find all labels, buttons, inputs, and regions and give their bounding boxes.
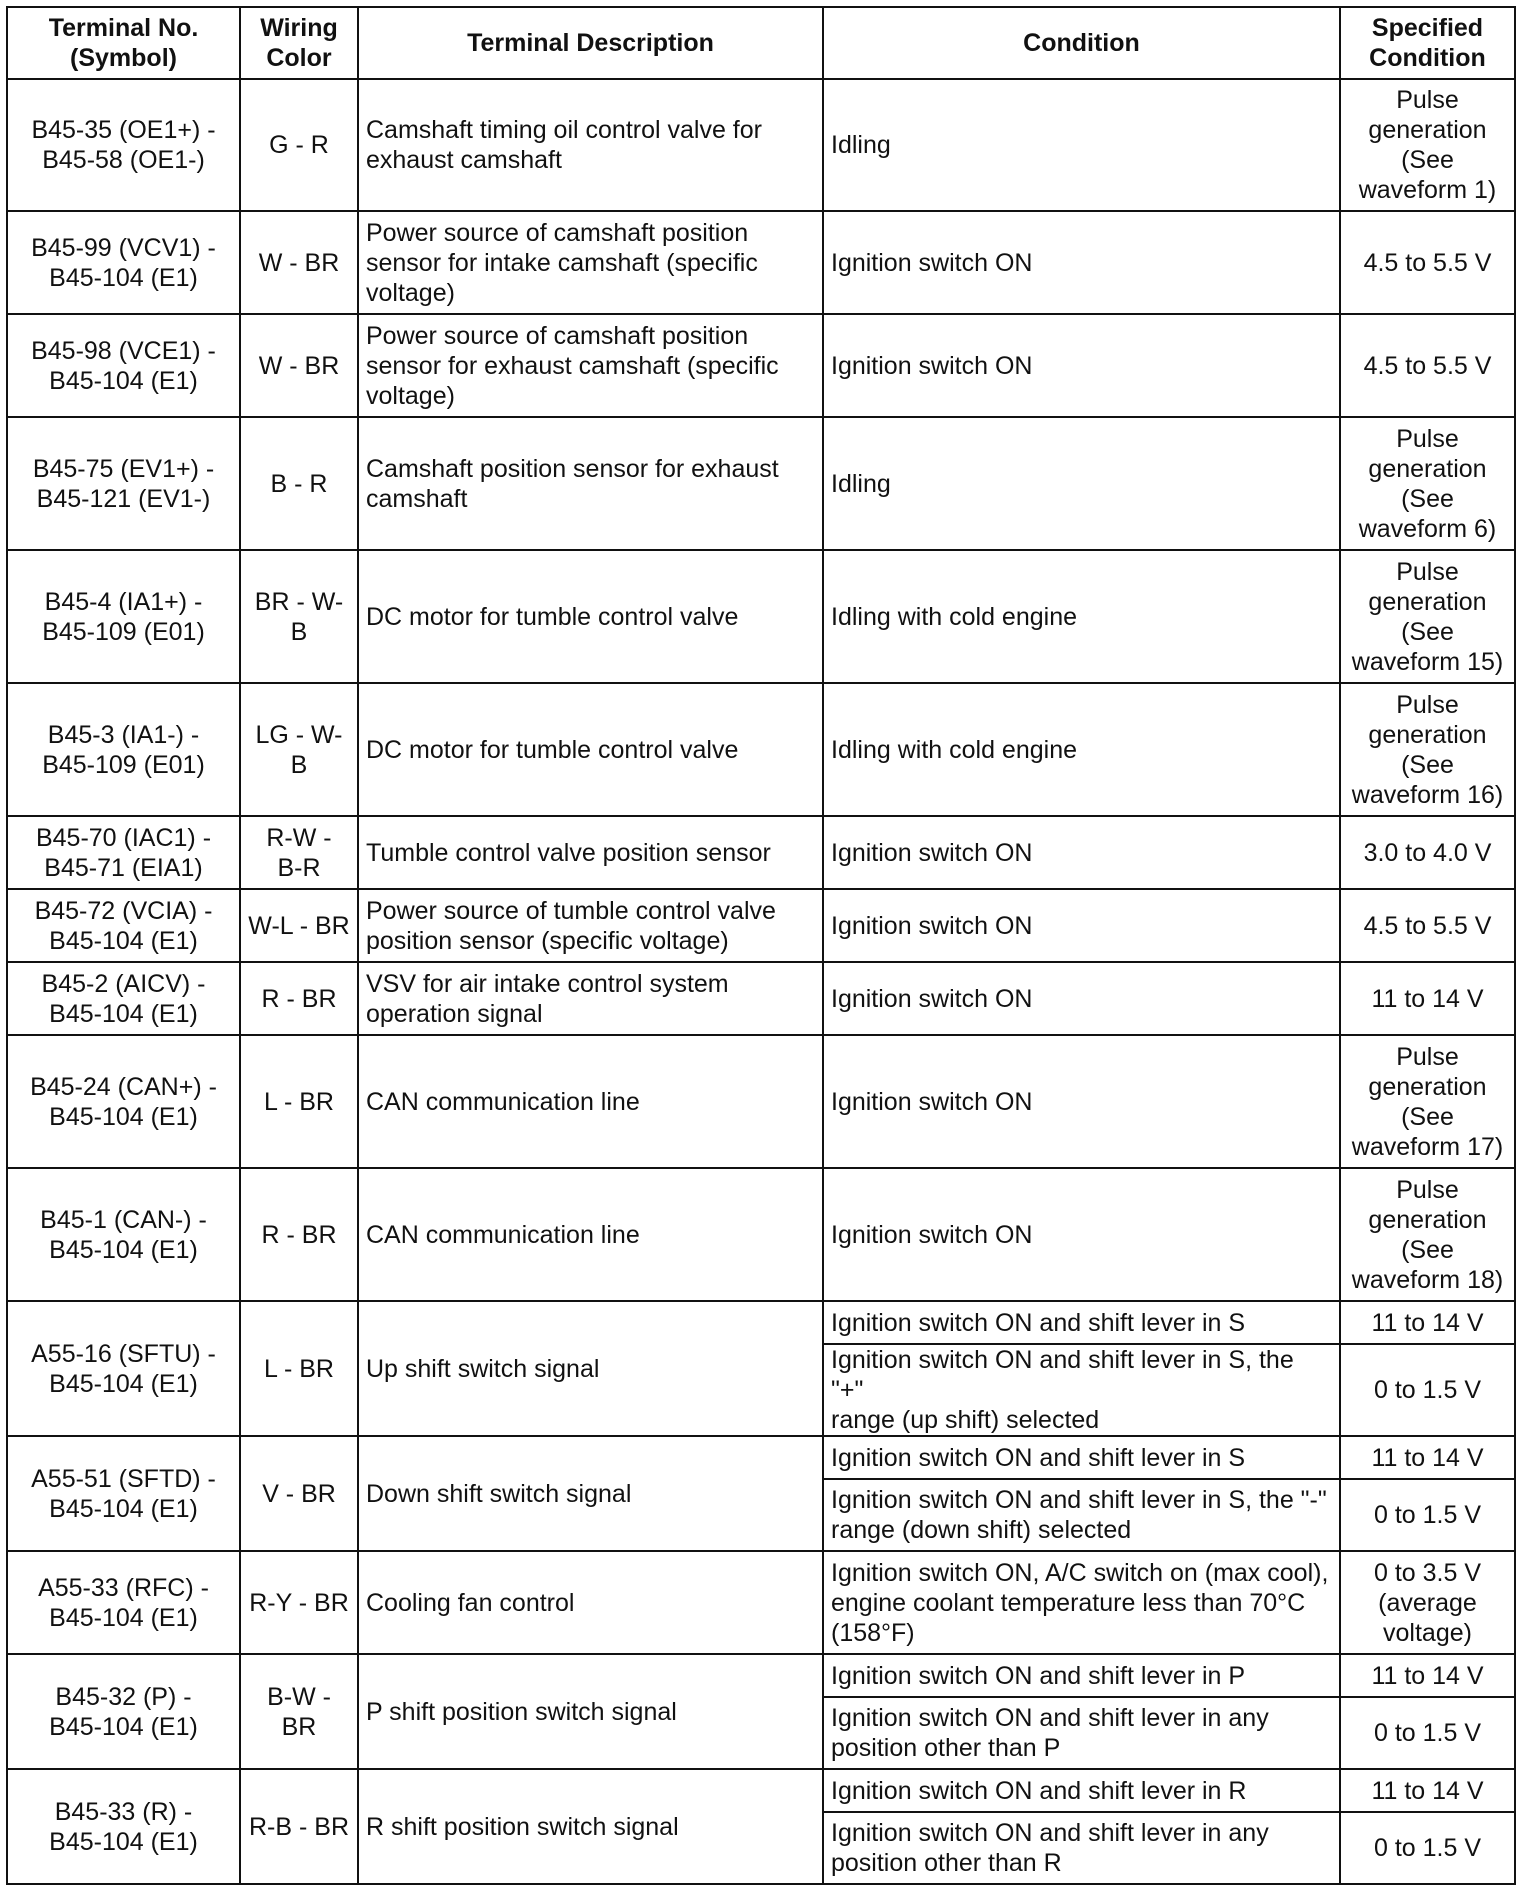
condition-cell: Ignition switch ON and shift lever in R bbox=[823, 1769, 1340, 1812]
table-row bbox=[7, 79, 1515, 211]
table-row bbox=[7, 816, 1515, 889]
specified-condition-cell: 11 to 14 V bbox=[1340, 1436, 1515, 1479]
specified-condition-cell: 0 to 3.5 V (average voltage) bbox=[1340, 1551, 1515, 1654]
terminal-cell: B45-70 (IAC1) - B45-71 (EIA1) bbox=[7, 816, 240, 889]
condition-cell: Ignition switch ON and shift lever in S, the "+" range (up shift) selected bbox=[823, 1344, 1340, 1436]
table-row bbox=[7, 1551, 1515, 1654]
header-condition: Condition bbox=[823, 7, 1340, 79]
description-cell: DC motor for tumble control valve bbox=[358, 683, 823, 816]
specified-condition-cell: Pulse generation (See waveform 16) bbox=[1340, 683, 1515, 816]
terminal-cell: B45-99 (VCV1) - B45-104 (E1) bbox=[7, 211, 240, 314]
condition-cell: Ignition switch ON bbox=[823, 962, 1340, 1035]
condition-cell: Ignition switch ON and shift lever in S bbox=[823, 1301, 1340, 1344]
terminal-cell: A55-51 (SFTD) - B45-104 (E1) bbox=[7, 1436, 240, 1551]
specified-condition-cell: 3.0 to 4.0 V bbox=[1340, 816, 1515, 889]
table-row bbox=[7, 417, 1515, 550]
specified-condition-cell: Pulse generation (See waveform 1) bbox=[1340, 79, 1515, 211]
table-row bbox=[7, 683, 1515, 816]
condition-cell: Ignition switch ON and shift lever in S, the "-" range (down shift) selected bbox=[823, 1479, 1340, 1551]
terminal-cell: B45-75 (EV1+) - B45-121 (EV1-) bbox=[7, 417, 240, 550]
terminal-cell: B45-1 (CAN-) - B45-104 (E1) bbox=[7, 1168, 240, 1301]
condition-cell: Ignition switch ON bbox=[823, 1035, 1340, 1168]
table-row bbox=[7, 1168, 1515, 1301]
terminal-cell: B45-72 (VCIA) - B45-104 (E1) bbox=[7, 889, 240, 962]
description-cell: Tumble control valve position sensor bbox=[358, 816, 823, 889]
condition-cell: Ignition switch ON and shift lever in any position other than P bbox=[823, 1697, 1340, 1769]
specified-condition-cell: Pulse generation (See waveform 15) bbox=[1340, 550, 1515, 683]
table-row bbox=[7, 1654, 1515, 1697]
header-row bbox=[7, 7, 1515, 79]
terminal-cell: B45-3 (IA1-) - B45-109 (E01) bbox=[7, 683, 240, 816]
condition-cell: Ignition switch ON bbox=[823, 889, 1340, 962]
specified-condition-cell: 4.5 to 5.5 V bbox=[1340, 889, 1515, 962]
condition-cell: Ignition switch ON and shift lever in any position other than R bbox=[823, 1812, 1340, 1884]
description-cell: P shift position switch signal bbox=[358, 1654, 823, 1769]
wiring-color-cell: L - BR bbox=[240, 1035, 358, 1168]
table-row bbox=[7, 1436, 1515, 1479]
table-row bbox=[7, 314, 1515, 417]
terminal-cell: B45-2 (AICV) - B45-104 (E1) bbox=[7, 962, 240, 1035]
description-cell: VSV for air intake control system operation signal bbox=[358, 962, 823, 1035]
specified-condition-cell: Pulse generation (See waveform 17) bbox=[1340, 1035, 1515, 1168]
terminal-cell: B45-24 (CAN+) - B45-104 (E1) bbox=[7, 1035, 240, 1168]
description-cell: Cooling fan control bbox=[358, 1551, 823, 1654]
wiring-color-cell: W - BR bbox=[240, 314, 358, 417]
wiring-color-cell: G - R bbox=[240, 79, 358, 211]
wiring-color-cell: BR - W-B bbox=[240, 550, 358, 683]
terminal-cell: B45-35 (OE1+) - B45-58 (OE1-) bbox=[7, 79, 240, 211]
terminal-cell: B45-32 (P) - B45-104 (E1) bbox=[7, 1654, 240, 1769]
condition-cell: Ignition switch ON and shift lever in P bbox=[823, 1654, 1340, 1697]
wiring-color-cell: R-W - B-R bbox=[240, 816, 358, 889]
specified-condition-cell: Pulse generation (See waveform 6) bbox=[1340, 417, 1515, 550]
specified-condition-cell: 0 to 1.5 V bbox=[1340, 1479, 1515, 1551]
description-cell: Down shift switch signal bbox=[358, 1436, 823, 1551]
specified-condition-cell: 4.5 to 5.5 V bbox=[1340, 314, 1515, 417]
wiring-color-cell: W - BR bbox=[240, 211, 358, 314]
specified-condition-cell: 0 to 1.5 V bbox=[1340, 1344, 1515, 1436]
description-cell: CAN communication line bbox=[358, 1035, 823, 1168]
wiring-color-cell: B-W - BR bbox=[240, 1654, 358, 1769]
header-specified-condition: Specified Condition bbox=[1340, 7, 1515, 79]
terminal-cell: A55-33 (RFC) - B45-104 (E1) bbox=[7, 1551, 240, 1654]
description-cell: Power source of camshaft position sensor for exhaust camshaft (specific voltage) bbox=[358, 314, 823, 417]
terminal-cell: B45-4 (IA1+) - B45-109 (E01) bbox=[7, 550, 240, 683]
condition-cell: Idling bbox=[823, 417, 1340, 550]
condition-cell: Ignition switch ON bbox=[823, 816, 1340, 889]
wiring-color-cell: R-Y - BR bbox=[240, 1551, 358, 1654]
condition-cell: Ignition switch ON bbox=[823, 314, 1340, 417]
header-wiring-color: Wiring Color bbox=[240, 7, 358, 79]
wiring-color-cell: B - R bbox=[240, 417, 358, 550]
terminal-cell: B45-98 (VCE1) - B45-104 (E1) bbox=[7, 314, 240, 417]
header-terminal-description: Terminal Description bbox=[358, 7, 823, 79]
description-cell: Camshaft position sensor for exhaust camshaft bbox=[358, 417, 823, 550]
condition-cell: Idling with cold engine bbox=[823, 550, 1340, 683]
specified-condition-cell: 4.5 to 5.5 V bbox=[1340, 211, 1515, 314]
condition-cell: Ignition switch ON, A/C switch on (max cool), engine coolant temperature less than 70°C (158°F) bbox=[823, 1551, 1340, 1654]
description-cell: Camshaft timing oil control valve for exhaust camshaft bbox=[358, 79, 823, 211]
description-cell: R shift position switch signal bbox=[358, 1769, 823, 1884]
specified-condition-cell: 11 to 14 V bbox=[1340, 1301, 1515, 1344]
specified-condition-cell: 0 to 1.5 V bbox=[1340, 1812, 1515, 1884]
description-cell: Up shift switch signal bbox=[358, 1301, 823, 1436]
terminal-cell: A55-16 (SFTU) - B45-104 (E1) bbox=[7, 1301, 240, 1436]
wiring-color-cell: R-B - BR bbox=[240, 1769, 358, 1884]
specified-condition-cell: 0 to 1.5 V bbox=[1340, 1697, 1515, 1769]
specified-condition-cell: 11 to 14 V bbox=[1340, 1654, 1515, 1697]
specified-condition-cell: 11 to 14 V bbox=[1340, 962, 1515, 1035]
wiring-color-cell: R - BR bbox=[240, 1168, 358, 1301]
terminal-cell: B45-33 (R) - B45-104 (E1) bbox=[7, 1769, 240, 1884]
table-row bbox=[7, 211, 1515, 314]
wiring-color-cell: V - BR bbox=[240, 1436, 358, 1551]
condition-cell: Ignition switch ON and shift lever in S bbox=[823, 1436, 1340, 1479]
header-terminal: Terminal No. (Symbol) bbox=[7, 7, 240, 79]
description-cell: CAN communication line bbox=[358, 1168, 823, 1301]
description-cell: DC motor for tumble control valve bbox=[358, 550, 823, 683]
table-row bbox=[7, 1301, 1515, 1344]
wiring-color-cell: L - BR bbox=[240, 1301, 358, 1436]
wiring-color-cell: LG - W-B bbox=[240, 683, 358, 816]
table-row bbox=[7, 550, 1515, 683]
table-row bbox=[7, 889, 1515, 962]
condition-cell: Ignition switch ON bbox=[823, 1168, 1340, 1301]
condition-cell: Idling bbox=[823, 79, 1340, 211]
wiring-color-cell: R - BR bbox=[240, 962, 358, 1035]
table-row bbox=[7, 962, 1515, 1035]
table-row bbox=[7, 1769, 1515, 1812]
specified-condition-cell: Pulse generation (See waveform 18) bbox=[1340, 1168, 1515, 1301]
terminal-table bbox=[6, 6, 1516, 1885]
description-cell: Power source of camshaft position sensor for intake camshaft (specific voltage) bbox=[358, 211, 823, 314]
condition-cell: Ignition switch ON bbox=[823, 211, 1340, 314]
specified-condition-cell: 11 to 14 V bbox=[1340, 1769, 1515, 1812]
condition-cell: Idling with cold engine bbox=[823, 683, 1340, 816]
description-cell: Power source of tumble control valve position sensor (specific voltage) bbox=[358, 889, 823, 962]
table-row bbox=[7, 1035, 1515, 1168]
wiring-color-cell: W-L - BR bbox=[240, 889, 358, 962]
